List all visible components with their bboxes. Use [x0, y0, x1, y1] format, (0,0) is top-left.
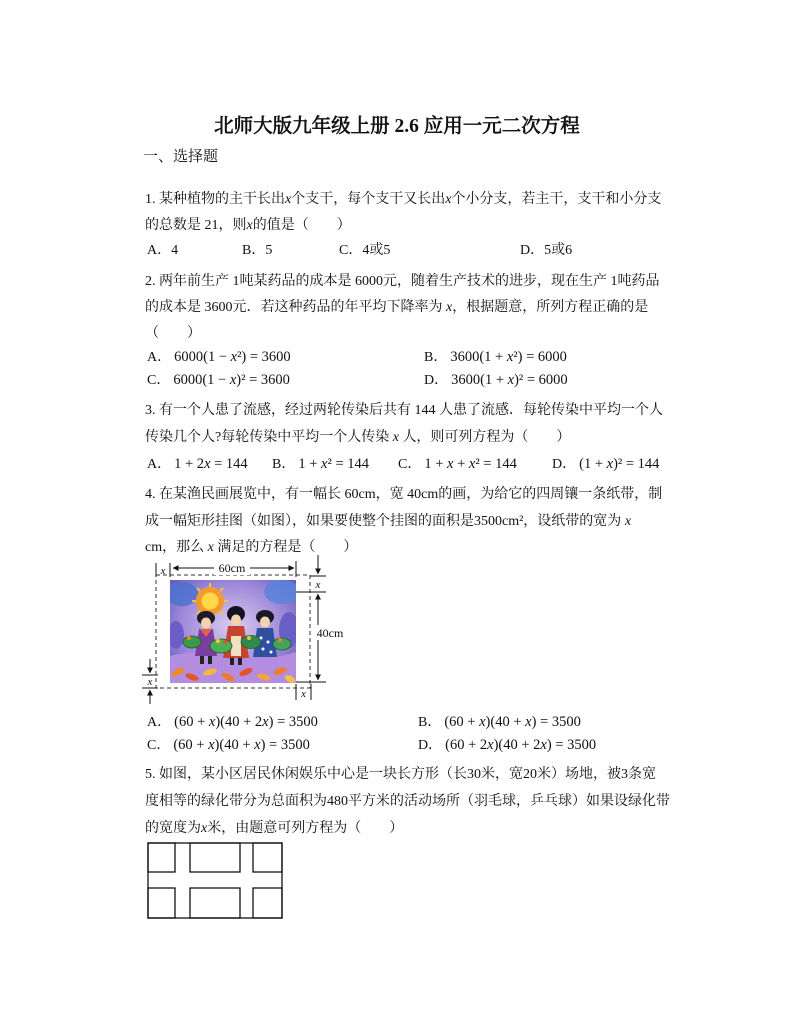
- question-3-option-a: [147, 455, 248, 474]
- border-width-label: x: [315, 579, 321, 591]
- question-2-option-b: [424, 348, 567, 367]
- option-equation: (60 + x)(40 + x) = 3500: [173, 737, 310, 753]
- option-equation: 3600(1 + x)² = 6000: [451, 372, 568, 388]
- field-outline: [148, 843, 282, 918]
- question-3-option-d: [552, 455, 659, 474]
- option-label: B．: [242, 243, 266, 258]
- option-label: C．: [398, 457, 422, 472]
- question-3-line-2: 传染几个人?每轮传染中平均一个人传染 x 人，则可列方程为（ ）: [145, 430, 571, 445]
- field-area-bottom-right: [253, 888, 282, 918]
- question-5-line-3: 的宽度为x米，由题意可列方程为（ ）: [145, 821, 404, 836]
- option-equation: 6000(1 − x²) = 3600: [174, 349, 291, 365]
- question-5-line-1: 5. 如图，某小区居民休闲娱乐中心是一块长方形（长30米，宽20米）场地，被3条宽: [145, 767, 656, 782]
- width-label: 60cm: [218, 561, 246, 575]
- border-width-label: x: [160, 565, 166, 577]
- question-2-option-d: [424, 371, 568, 390]
- option-equation: 1 + x² = 144: [298, 456, 369, 472]
- option-label: B．: [424, 350, 448, 365]
- option-equation: 3600(1 + x²) = 6000: [450, 349, 567, 365]
- option-label: C．: [147, 738, 171, 753]
- question-4-line-3: cm，那么 x 满足的方程是（ ）: [145, 540, 358, 555]
- option-equation: (60 + 2x)(40 + 2x) = 3500: [445, 737, 597, 753]
- field-area-top-middle: [190, 843, 240, 872]
- question-4-option-a: [147, 713, 318, 732]
- question-1-option-c: [339, 242, 390, 260]
- question-5-line-2: 度相等的绿化带分为总面积为480平方米的活动场所（羽毛球，乒乓球）如果设绿化带: [145, 794, 670, 809]
- option-label: A．: [147, 350, 172, 365]
- dimension-top-right-x: [296, 555, 326, 592]
- question-1-option-b: [242, 242, 272, 260]
- question-3-option-b: [272, 455, 369, 474]
- question-2-line-3: （ ）: [145, 326, 201, 341]
- dimension-width: [173, 560, 296, 577]
- option-equation: 1 + x + x² = 144: [424, 456, 517, 472]
- option-label: D．: [418, 738, 443, 753]
- question-2-option-a: [147, 348, 291, 367]
- option-label: D．: [520, 243, 545, 258]
- question-1-line-1: 1. 某种植物的主干长出x个支干，每个支干又长出x个小分支，若主干，支干和小分支: [145, 192, 662, 207]
- figure-framed-painting: [138, 552, 354, 708]
- question-2-line-1: 2. 两年前生产 1吨某药品的成本是 6000元，随着生产技术的进步，现在生产 1吨药品: [145, 274, 660, 289]
- figure-field-layout: [146, 841, 286, 921]
- question-2-line-2: 的成本是 3600元．若这种药品的年平均下降率为 x，根据题意，所列方程正确的是: [145, 300, 649, 315]
- question-4-option-b: [418, 713, 581, 732]
- option-label: D．: [424, 373, 449, 388]
- dimension-bottom-right-x: [296, 684, 311, 700]
- question-3-line-1: 3. 有一个人患了流感，经过两轮传染后共有 144 人患了流感．每轮传染中平均一个人: [145, 403, 663, 418]
- option-equation: 6000(1 − x)² = 3600: [173, 372, 290, 388]
- question-4-option-c: [147, 736, 310, 755]
- painting-figure-right: [253, 610, 277, 657]
- option-label: A．: [147, 243, 172, 258]
- option-text: 4或5: [362, 243, 391, 258]
- section-heading: 一、选择题: [143, 149, 219, 165]
- border-width-label: x: [147, 676, 153, 688]
- option-label: C．: [147, 373, 171, 388]
- option-label: D．: [552, 457, 577, 472]
- option-label: B．: [272, 457, 296, 472]
- dimension-height: [296, 594, 347, 682]
- field-area-bottom-left: [148, 888, 175, 918]
- question-4-line-2: 成一幅矩形挂图（如图），如果要使整个挂图的面积是3500cm²，设纸带的宽为 x: [145, 514, 632, 529]
- question-1-line-2: 的总数是 21，则x的值是（ ）: [145, 218, 351, 233]
- option-equation: (60 + x)(40 + 2x) = 3500: [174, 714, 318, 730]
- painting-image: [166, 580, 300, 685]
- field-area-top-right: [253, 843, 282, 872]
- option-label: B．: [418, 715, 442, 730]
- option-label: C．: [339, 243, 363, 258]
- option-text: 5: [265, 243, 273, 258]
- option-label: A．: [147, 715, 172, 730]
- option-equation: (1 + x)² = 144: [579, 456, 660, 472]
- page-title: 北师大版九年级上册 2.6 应用一元二次方程: [214, 116, 580, 137]
- question-4-line-1: 4. 在某渔民画展览中，有一幅长 60cm，宽 40cm的画，为给它的四周镶一条纸带，制: [145, 487, 663, 502]
- option-equation: 1 + 2x = 144: [174, 456, 248, 472]
- option-text: 4: [171, 243, 179, 258]
- field-area-bottom-middle: [190, 888, 240, 918]
- option-equation: (60 + x)(40 + x) = 3500: [444, 714, 581, 730]
- question-3-option-c: [398, 455, 517, 474]
- question-4-option-d: [418, 736, 596, 755]
- option-text: 5或6: [544, 243, 573, 258]
- height-label: 40cm: [316, 626, 344, 640]
- border-width-label: x: [301, 688, 306, 700]
- option-label: A．: [147, 457, 172, 472]
- question-2-option-c: [147, 371, 290, 390]
- question-1-option-d: [520, 242, 572, 260]
- question-1-option-a: [147, 242, 178, 260]
- field-area-top-left: [148, 843, 175, 872]
